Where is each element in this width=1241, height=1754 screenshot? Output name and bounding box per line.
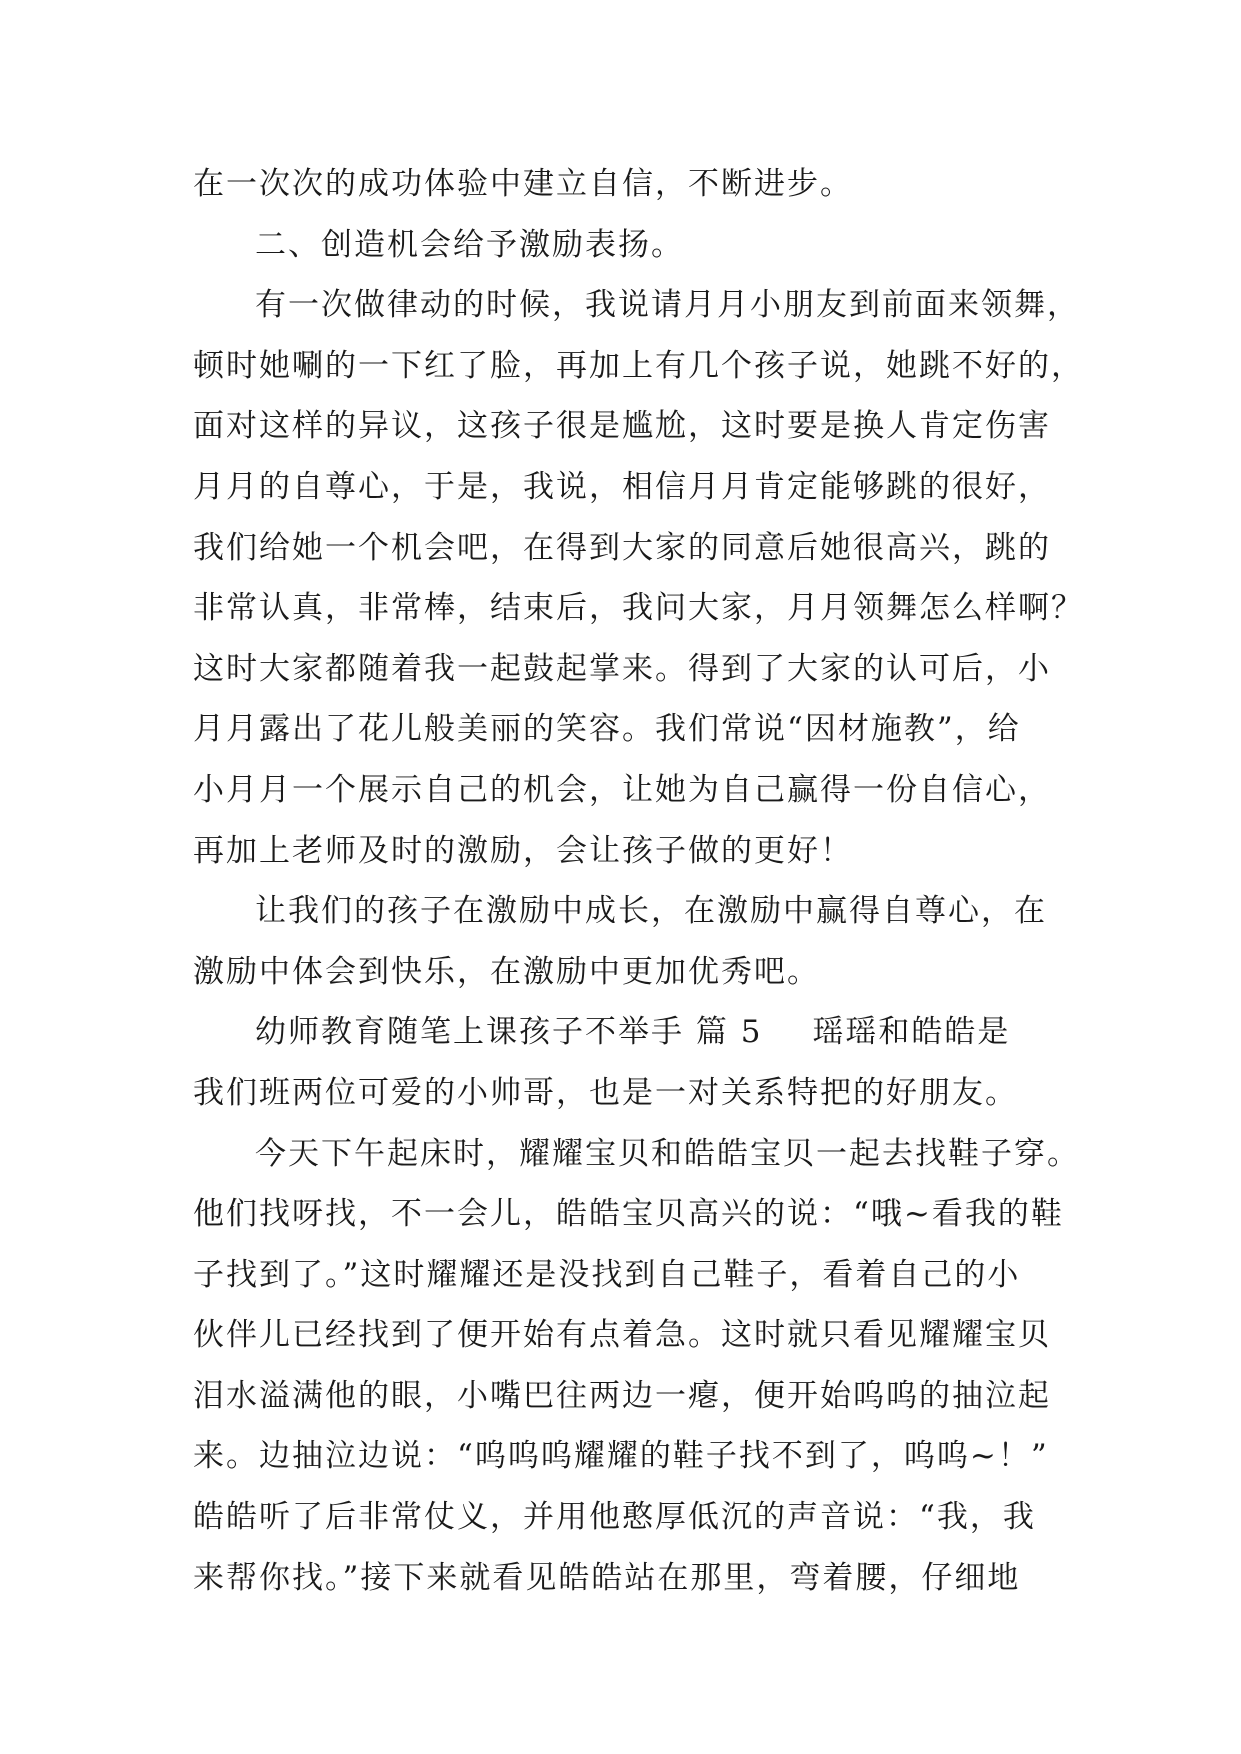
text-line: 小月月一个展示自己的机会，让她为自己赢得一份自信心， xyxy=(193,771,1051,808)
article-title-line xyxy=(193,1002,1073,1063)
text-line: 伙伴儿已经找到了便开始有点着急。这时就只看见耀耀宝贝 xyxy=(193,1317,1051,1354)
text-line: 来。边抽泣边说：“呜呜呜耀耀的鞋子找不到了，呜呜~！” xyxy=(193,1438,1049,1475)
text-line: 皓皓听了后非常仗义，并用他憨厚低沉的声音说：“我，我 xyxy=(193,1499,1036,1536)
text-line: 今天下午起床时，耀耀宝贝和皓皓宝贝一起去找鞋子穿。 xyxy=(255,1135,1080,1172)
text-line: 这时大家都随着我一起鼓起掌来。得到了大家的认可后，小 xyxy=(193,650,1051,687)
text-line: 我们给她一个机会吧，在得到大家的同意后她很高兴，跳的 xyxy=(193,529,1051,566)
text-line: 在一次次的成功体验中建立自信，不断进步。 xyxy=(193,166,853,202)
text-fragment: 瑶瑶和皓皓是 xyxy=(812,1014,1011,1051)
text-line: 月月的自尊心，于是，我说，相信月月肯定能够跳的很好， xyxy=(193,468,1051,505)
text-line: 子找到了。”这时耀耀还是没找到自己鞋子，看着自己的小 xyxy=(193,1256,1021,1293)
section-heading: 二、创造机会给予激励表扬。 xyxy=(255,226,684,263)
text-line: 我们班两位可爱的小帅哥，也是一对关系特把的好朋友。 xyxy=(193,1074,1018,1111)
text-line: 面对这样的异议，这孩子很是尴尬，这时要是换人肯定伤害 xyxy=(193,408,1051,445)
text-line: 有一次做律动的时候，我说请月月小朋友到前面来领舞， xyxy=(255,287,1080,324)
text-line: 让我们的孩子在激励中成长，在激励中赢得自尊心，在 xyxy=(255,893,1047,930)
document-body xyxy=(193,154,1084,1608)
text-line: 非常认真，非常棒，结束后，我问大家，月月领舞怎么样啊？ xyxy=(193,590,1084,627)
text-line: 激励中体会到快乐，在激励中更加优秀吧。 xyxy=(193,953,820,990)
article-title: 幼师教育随笔上课孩子不举手 篇 5 xyxy=(255,1014,763,1051)
text-line: 顿时她唰的一下红了脸，再加上有几个孩子说，她跳不好的， xyxy=(193,347,1084,384)
text-line: 来帮你找。”接下来就看见皓皓站在那里，弯着腰，仔细地 xyxy=(193,1559,1021,1596)
text-line: 泪水溢满他的眼，小嘴巴往两边一瘪，便开始呜呜的抽泣起 xyxy=(193,1377,1051,1414)
text-line: 再加上老师及时的激励，会让孩子做的更好！ xyxy=(193,832,853,869)
text-line: 他们找呀找，不一会儿，皓皓宝贝高兴的说：“哦~看我的鞋 xyxy=(193,1196,1064,1233)
text-line: 月月露出了花儿般美丽的笑容。我们常说“因材施教”，给 xyxy=(193,711,1021,748)
